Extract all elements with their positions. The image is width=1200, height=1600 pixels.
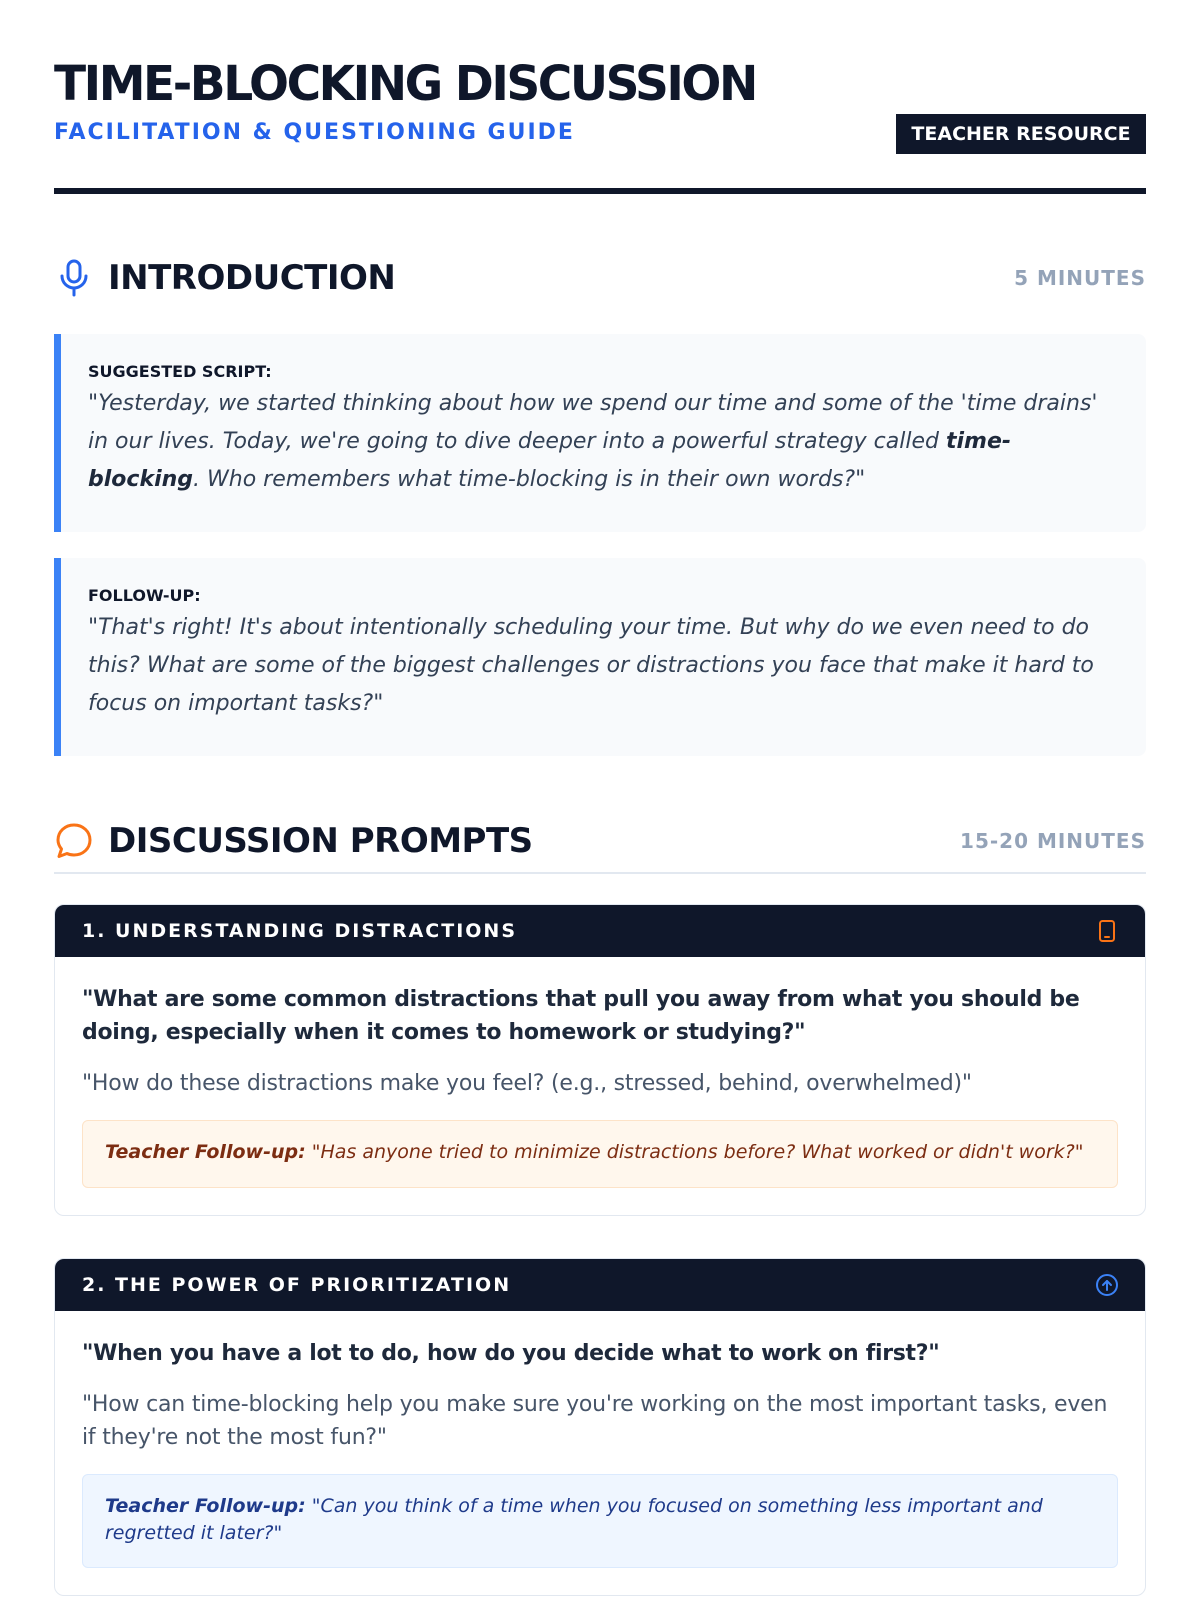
prompt-sub-question: "How can time-blocking help you make sure you're working on the most important tasks, even if they're not the most fun?" — [82, 1392, 1108, 1450]
teacher-followup-label: Teacher Follow-up: — [105, 1141, 306, 1163]
teacher-resource-badge: TEACHER RESOURCE — [896, 114, 1146, 154]
script-text-before: "Yesterday, we started thinking about how we spend our time and some of the 'time drains' in our lives. Today, we're going to dive deeper into a powerful strategy called — [88, 391, 1098, 454]
teacher-followup-text: "Has anyone tried to minimize distractions before? What worked or didn't work?" — [311, 1141, 1084, 1163]
arrow-up-circle-icon — [1095, 1273, 1119, 1297]
discussion-title: DISCUSSION PROMPTS — [108, 821, 533, 861]
teacher-followup-box — [82, 1474, 1118, 1568]
prompt-card-body — [55, 1311, 1145, 1568]
prompt-card-distractions — [54, 904, 1146, 1216]
prompt-question: "When you have a lot to do, how do you decide what to work on first?" — [82, 1341, 940, 1366]
prompt-card-header — [55, 1259, 1145, 1311]
prompt-card-body — [55, 957, 1145, 1188]
suggested-script-box — [54, 334, 1146, 532]
prompt-title: 1. UNDERSTANDING DISTRACTIONS — [82, 920, 518, 942]
suggested-script-text — [88, 385, 1120, 499]
prompt-card-prioritization — [54, 1258, 1146, 1596]
teacher-followup-label: Teacher Follow-up: — [105, 1495, 306, 1517]
script-text-after: . Who remembers what time-blocking is in their own words?" — [193, 467, 866, 492]
discussion-section-header — [54, 806, 1146, 874]
smartphone-icon — [1095, 919, 1119, 943]
prompt-question: "What are some common distractions that pull you away from what you should be doing, especially when it comes to homework or studying?" — [82, 987, 1080, 1045]
document-header — [54, 56, 1146, 188]
microphone-icon — [54, 258, 94, 298]
header-divider — [54, 188, 1146, 194]
introduction-title: INTRODUCTION — [108, 258, 396, 298]
followup-text: "That's right! It's about intentionally scheduling your time. But why do we even need to do this? What are some of the biggest challenges or distractions you face that make it hard to focus on important tasks?" — [88, 615, 1094, 716]
page-subtitle: FACILITATION & QUESTIONING GUIDE — [54, 120, 575, 145]
script-emphasis: time-blocking — [88, 429, 1012, 492]
followup-label: FOLLOW-UP: — [88, 586, 201, 605]
teacher-followup-box — [82, 1120, 1118, 1188]
prompt-card-header — [55, 905, 1145, 957]
introduction-section-header — [54, 250, 1146, 306]
speech-bubble-icon — [54, 821, 94, 861]
introduction-duration: 5 MINUTES — [1014, 266, 1146, 290]
followup-script-box — [54, 558, 1146, 756]
teacher-followup-text: "Can you think of a time when you focused on something less important and regretted it later?" — [105, 1495, 1043, 1544]
prompt-sub-question: "How do these distractions make you feel? (e.g., stressed, behind, overwhelmed)" — [82, 1071, 972, 1096]
suggested-script-label: SUGGESTED SCRIPT: — [88, 362, 272, 381]
prompt-title: 2. THE POWER OF PRIORITIZATION — [82, 1274, 512, 1296]
discussion-duration: 15-20 MINUTES — [960, 829, 1146, 853]
page-title: TIME-BLOCKING DISCUSSION — [54, 56, 756, 112]
